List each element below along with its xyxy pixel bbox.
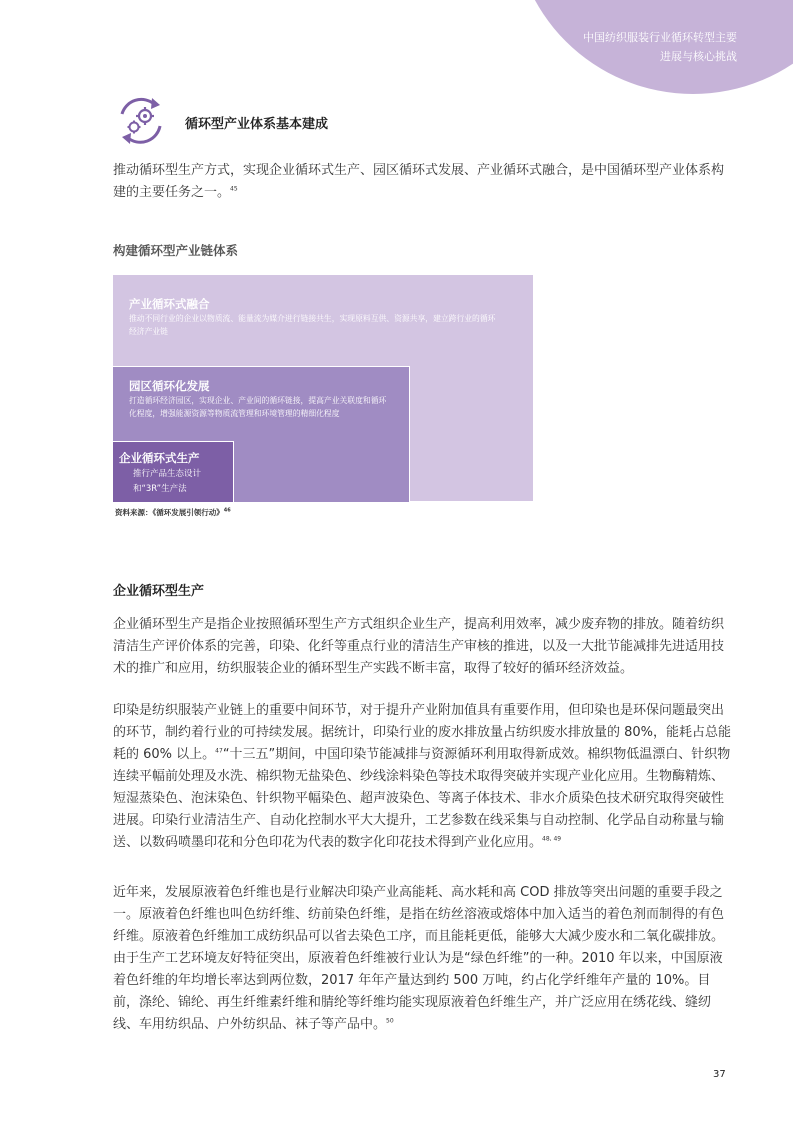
inner-box-enterprise-production xyxy=(113,441,234,502)
inner-box-desc-line2: 和“3R”生产法 xyxy=(133,484,187,494)
paragraph-2 xyxy=(113,700,733,854)
footnote-ref: 47 xyxy=(215,747,223,755)
middle-box-desc: 打造循环经济园区，实现企业、产业间的循环链接，提高产业关联度和循环化程度，增强能源资源等物质流管理和环境管理的精细化程度 xyxy=(129,396,387,418)
footnote-ref: 46 xyxy=(223,507,231,514)
recycle-gears-icon xyxy=(114,96,170,146)
running-header xyxy=(517,28,737,66)
section-title: 循环型产业体系基本建成 xyxy=(185,117,329,132)
inner-box-desc xyxy=(133,467,233,497)
diagram-heading: 构建循环型产业链体系 xyxy=(113,243,239,258)
footnote-ref: 50 xyxy=(386,1017,394,1025)
middle-box-title: 园区循环化发展 xyxy=(129,379,210,393)
outer-box-title: 产业循环式融合 xyxy=(129,297,210,311)
footnote-ref: 48, 49 xyxy=(542,835,562,843)
footnote-ref: 45 xyxy=(230,185,238,193)
paragraph-1: 企业循环型生产是指企业按照循环型生产方式组织企业生产，提高利用效率，减少废弃物的排放。随着纺织清洁生产评价体系的完善，印染、化纤等重点行业的清洁生产审核的推进，以及一大批节能减排先进适用技术的推广和应用，纺织服装企业的循环型生产实践不断丰富，取得了较好的循环经济效益。 xyxy=(113,617,725,676)
inner-box-desc-line1: 推行产品生态设计 xyxy=(133,469,202,479)
outer-box-desc: 推动不同行业的企业以物质流、能量流为媒介进行链接共生，实现原料互供、资源共享，建立跨行业的循环经济产业链 xyxy=(129,314,496,336)
paragraph-3-text: 近年来，发展原液着色纤维也是行业解决印染产业高能耗、高水耗和高 COD 排放等突出问题的重要手段之一。原液着色纤维也叫色纺纤维、纺前染色纤维，是指在纺丝溶液或熔体中加入适当的着色剂而制得的有色纤维。原液着色纤维加工成纺织品可以省去染色工序，而且能耗更低，能够大大减少废水和二氧化碳排放。由于生产工艺环境友好特征突出，原液着色纤维被行业认为是“绿色纤维”的一种。2010 年以来，中国原液着色纤维的年均增长率达到两位数，2017 年年产量达到约 500 万吨，约占化学纤维年产量的 10%。目前，涤纶、锦纶、再生纤维素纤维和腈纶等纤维均能实现原液着色纤维生产，并广泛应用在绣花线、缝纫线、车用纺织品、户外纺织品、袜子等产品中。 xyxy=(113,885,725,1032)
intro-paragraph xyxy=(113,160,733,204)
inner-box-title: 企业循环式生产 xyxy=(119,451,200,465)
page-number: 37 xyxy=(713,1069,726,1080)
source-note xyxy=(115,507,231,518)
intro-text: 推动循环型生产方式，实现企业循环式生产、园区循环式发展、产业循环式融合，是中国循环型产业体系构建的主要任务之一。 xyxy=(113,163,725,200)
subsection-heading: 企业循环型生产 xyxy=(113,584,205,599)
paragraph-3 xyxy=(113,882,733,1036)
running-header-line2: 进展与核心挑战 xyxy=(660,50,737,63)
paragraph-2-part-a: 印染是纺织服装产业链上的重要中间环节，对于提升产业附加值具有重要作用，但印染也是环保问题最突出的环节，制约着行业的可持续发展。据统计，印染行业的废水排放量占纺织废水排放量的 80%，能耗占总能耗的 60% 以上。 xyxy=(113,703,732,762)
source-text: 资料来源：《循环发展引领行动》 xyxy=(115,508,224,517)
running-header-line1: 中国纺织服装行业循环转型主要 xyxy=(583,31,737,44)
paragraph-2-part-b: “十三五”期间，中国印染节能减排与资源循环利用取得新成效。棉织物低温漂白、针织物连续平幅前处理及水洗、棉织物无盐染色、纱线涂料染色等技术取得突破并实现产业化应用。生物酶精炼、短湿蒸染色、泡沫染色、针织物平幅染色、超声波染色、等离子体技术、非水介质染色技术研究取得突破性进展。印染行业清洁生产、自动化控制水平大大提升，工艺参数在线采集与自动控制、化学品自动称量与输送、以数码喷墨印花和分色印花为代表的数字化印花技术得到产业化应用。 xyxy=(113,747,731,850)
